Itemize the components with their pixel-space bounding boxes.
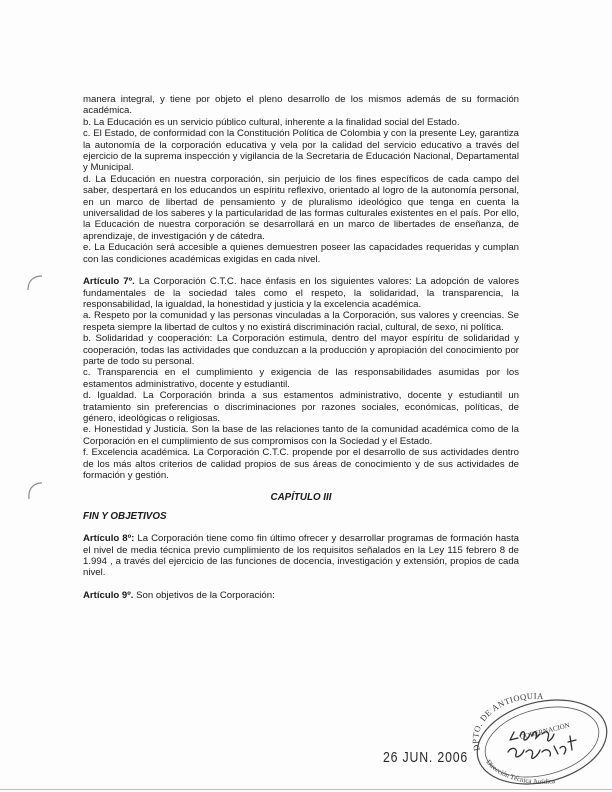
punch-hole-mark-upper bbox=[24, 272, 46, 294]
value-item-e: e. Honestidad y Justicia. Son la base de las relaciones tanto de la comunidad académica como de la Corporación en el cumplimiento de sus compromisos con la Sociedad y el Estado. bbox=[83, 424, 519, 447]
article-8-heading: Artículo 8º: bbox=[83, 533, 135, 545]
list-item-b: b. La Educación es un servicio público cultural, inherente a la finalidad social del Estado. bbox=[83, 116, 460, 128]
value-item-c: c. Transparencia en el cumplimiento y exigencia de las responsabilidades asumidas por los estamentos administrativo, docente y estudiantil. bbox=[83, 367, 519, 390]
date-stamp: 26 JUN. 2006 bbox=[383, 749, 469, 766]
article-9-heading: Artículo 9º. bbox=[83, 589, 134, 601]
chapter-title: CAPÍTULO III bbox=[270, 492, 332, 504]
list-item-e: e. La Educación será accesible a quienes demuestren poseer las capacidades requeridas y cumplan con las condiciones académicas exigidas en cada nivel. bbox=[83, 242, 519, 265]
value-item-d: d. Igualdad. La Corporación brinda a sus estamentos administrativo, docente y estudiantil un tratamiento sin preferencias o discriminaciones por razones sociales, económicas, políticas, de género, ideológicas o religiosas. bbox=[83, 390, 519, 424]
seal-top-text: DPTO. DE ANTIOQUIA bbox=[470, 690, 545, 752]
official-seal-stamp bbox=[462, 690, 610, 788]
seal-mid-text: GOBERNACION bbox=[519, 721, 571, 742]
article-8-body: La Corporación tiene como fin último ofrecer y desarrollar programas de formación hasta el nivel de media técnica previo cumplimiento de los requisitos señalados en la Ley 115 febrero 8 de 1.994 , a través del ejercicio de las funciones de docencia, investigación y extensión, propios de cada nivel. bbox=[83, 533, 519, 579]
value-item-f: f. Excelencia académica. La Corporación C.T.C. propende por el desarrollo de sus actividades dentro de los más altos criterios de calidad propios de sus áreas de conocimiento y de sus actividades de formación y gestión. bbox=[83, 447, 519, 481]
document-body bbox=[83, 94, 519, 601]
svg-text:Dirección Técnica Jurídica bbox=[484, 758, 556, 786]
article-8 bbox=[83, 533, 519, 579]
section-title: FIN Y OBJETIVOS bbox=[83, 510, 167, 522]
page-bottom-edge bbox=[0, 789, 612, 790]
value-item-a: a. Respeto por la comunidad y las personas vinculadas a la Corporación, sus valores y creencias. Se respeta siempre la libertad de cultos y no existirá discriminación racial, cultural, de sexo, ni política. bbox=[83, 310, 519, 333]
article-7-heading: Artículo 7º. bbox=[83, 276, 135, 288]
paragraph: manera integral, y tiene por objeto el pleno desarrollo de los mismos además de su formación académica. bbox=[83, 94, 519, 117]
value-item-b: b. Solidaridad y cooperación: La Corporación estimula, dentro del mayor espíritu de solidaridad y cooperación, todas las actividades que conduzcan a la producción y apropiación del conocimiento por parte de todo su personal. bbox=[83, 333, 519, 367]
article-9-body: Son objetivos de la Corporación: bbox=[133, 589, 275, 601]
article-7 bbox=[83, 276, 519, 310]
punch-hole-mark-lower bbox=[24, 480, 46, 502]
article-9 bbox=[83, 590, 519, 601]
seal-bottom-text: Dirección Técnica Jurídica bbox=[484, 758, 556, 786]
article-7-intro: La Corporación C.T.C. hace énfasis en los siguientes valores: La adopción de valores fundamentales de la sociedad tales como el respeto, la solidaridad, la transparencia, la responsabilidad, la igualdad, la honestidad y justicia y la excelencia académica. bbox=[83, 276, 519, 310]
list-item-d: d. La Educación en nuestra corporación, sin perjuicio de los fines específicos de cada campo del saber, despertará en los educandos un espíritu reflexivo, orientado al logro de la autonomía personal, en un marco de libertad de pensamiento y de pluralismo ideológico que tenga en cuenta la universalidad de los saberes y la particularidad de las formas culturales existentes en el país. Por ello, la Educación de nuestra corporación se desarrollará en un marco de libertades de enseñanza, de aprendizaje, de investigación y de cátedra. bbox=[83, 173, 519, 242]
list-item-c: c. El Estado, de conformidad con la Constitución Política de Colombia y con la presente Ley, garantiza la autonomía de la corporación educativa y vela por la calidad del servicio educativo a través del ejercicio de la suprema inspección y vigilancia de la Secretaria de Educación Nacional, Departamental y Municipal. bbox=[83, 128, 519, 174]
